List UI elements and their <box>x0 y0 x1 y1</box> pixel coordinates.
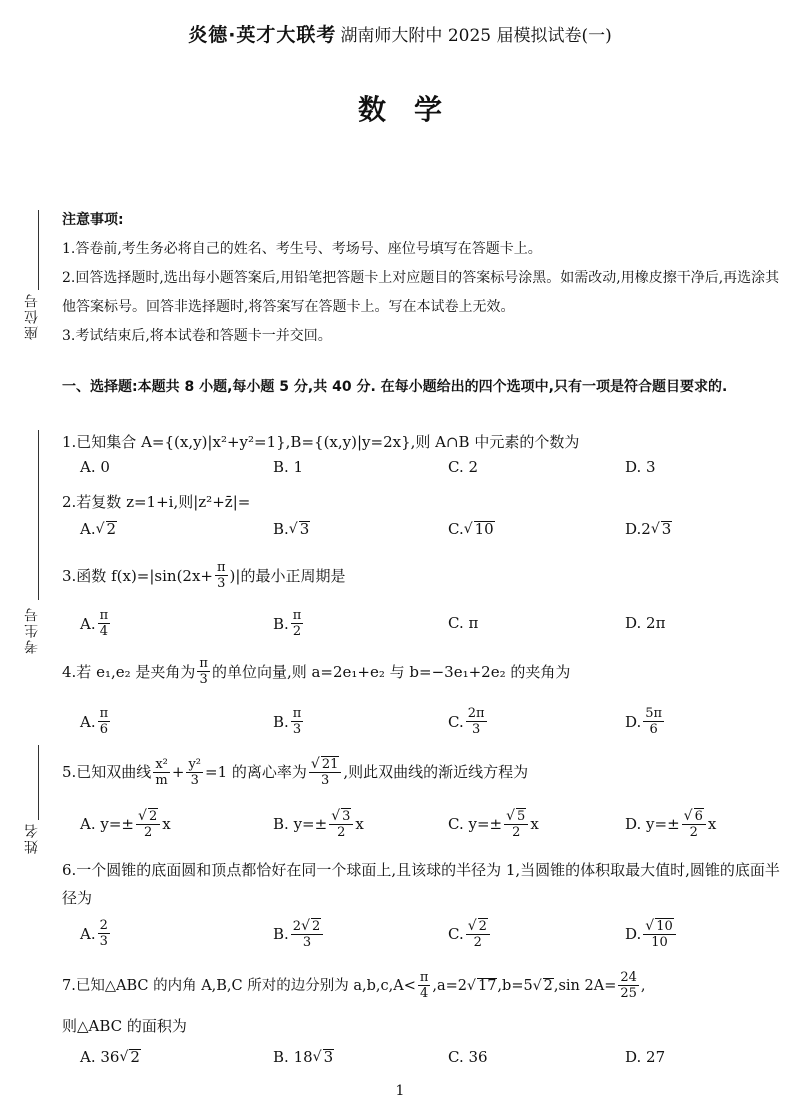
q4-b-den: 3 <box>292 722 302 737</box>
q3-label-a: A. <box>80 614 96 633</box>
question-4-stem <box>62 656 792 687</box>
q2-label-c: C. <box>448 520 464 538</box>
subject-title: 数学 <box>357 93 470 126</box>
q5-a-rad: 2 <box>148 809 158 824</box>
question-5-options <box>80 808 780 848</box>
q2-option-d: D. 2 √ 3 <box>625 520 672 538</box>
question-5-stem: 5.已知双曲线 $\frac{\text{x²}}{m}$ + $\frac{\text{y²}}{3}$ =1 的离心率为 $\frac{√ 21}{3}$ ,则此双曲线的渐近线方程为 <box>62 756 529 788</box>
q3-stem-fraction <box>215 560 228 591</box>
q5-stem-a: 5.已知双曲线 <box>62 763 152 781</box>
question-2-stem <box>62 490 792 514</box>
q7-a-rad: 2 <box>130 1048 140 1066</box>
q4-label-b: B. <box>273 712 289 731</box>
q6-option-c: C. $\frac{√ 2}{2}$ <box>448 918 492 950</box>
q3-a-den: 4 <box>99 624 109 639</box>
name-line <box>38 745 39 820</box>
question-3-stem <box>62 560 792 591</box>
q3-option-c <box>448 614 478 632</box>
q7-r1: 17 <box>477 977 497 994</box>
q7-label-d: D. <box>625 1048 642 1066</box>
q7-label-c: C. <box>448 1048 464 1066</box>
q7-stem-a: 7.已知△ABC 的内角 A,B,C 所对的边分别为 a,b,c,A< <box>62 977 416 994</box>
q6-b-den: 3 <box>302 935 312 950</box>
q5-b-rad: 3 <box>342 809 351 824</box>
q5-d-post: x <box>707 815 717 833</box>
q5-c-post: x <box>530 815 539 833</box>
q6-a-den: 3 <box>99 934 108 949</box>
q7-b-coef: 18 <box>293 1048 313 1066</box>
q3-a-num: π <box>99 608 109 623</box>
q7-label-b: B. <box>273 1048 289 1066</box>
q7-f2-den: 25 <box>620 986 637 1001</box>
q4-label-a: A. <box>80 712 96 731</box>
q5-label-b: B. <box>273 815 289 833</box>
question-1-options <box>80 458 780 486</box>
q4-c-den: 3 <box>471 722 481 737</box>
q4-option-c <box>448 706 489 737</box>
q3-frac-den: 3 <box>217 576 226 591</box>
q6-label-d: D. <box>625 925 642 943</box>
q4-a-den: 6 <box>99 722 109 737</box>
q5-f2-den: 3 <box>190 772 199 788</box>
q4-stem-a: 4.若 e₁,e₂ 是夹角为 <box>62 662 196 681</box>
question-7-options <box>80 1048 780 1076</box>
q5-f1-num: x² <box>155 756 168 772</box>
q4-stem-b: 的单位向量,则 a=2e₁+e₂ 与 b=−3e₁+2e₂ 的夹角为 <box>211 662 571 681</box>
q7-b-rad: 3 <box>323 1048 334 1066</box>
q5-a-post: x <box>162 815 171 833</box>
q7-option-c <box>448 1048 488 1066</box>
exam-no-line <box>38 430 39 600</box>
q3-option-a <box>80 608 112 639</box>
notice-item-2: 2.回答选择题时,选出每小题答案后,用铅笔把答题卡上对应题目的答案标号涂黑。如需改动,用橡皮擦干净后,再选涂其他答案标号。回答非选择题时,将答案写在答题卡上。写在本试卷上无效。 <box>62 270 780 315</box>
q3-b-den: 2 <box>292 624 302 639</box>
q2-radicand-d: 3 <box>661 520 672 538</box>
q7-stem-d: ,sin 2A= <box>553 977 617 994</box>
q2-label-b: B. <box>273 520 289 538</box>
notice-block <box>62 206 787 351</box>
q6-option-d: D. $\frac{√ 10}{10}$ <box>625 918 678 950</box>
q7-f1-den: 4 <box>419 986 429 1001</box>
question-3-options <box>80 608 780 644</box>
q6-d-rad: 10 <box>656 919 673 934</box>
q6-c-rad: 2 <box>478 919 487 934</box>
q6-label-a: A. <box>80 924 96 943</box>
q4-label-c: C. <box>448 712 464 731</box>
q3-frac-num: π <box>217 560 226 575</box>
notice-item-1: 1.答卷前,考生务必将自己的姓名、考生号、考场号、座位号填写在答题卡上。 <box>62 241 542 257</box>
q2-option-b: B. √ 3 <box>273 520 310 538</box>
q3-option-d <box>625 614 665 632</box>
q5-b-den: 2 <box>337 825 346 840</box>
q5-label-c: C. <box>448 815 464 833</box>
q5-b-post: x <box>355 815 364 833</box>
question-7-stem: 7.已知△ABC 的内角 A,B,C 所对的边分别为 a,b,c,A< $\frac{\pi}{4}$ ,a=2 √ 17 ,b=5 √ 2 ,sin 2A= $\frac{24}{25}$ , <box>62 970 646 1001</box>
q5-option-b: B. y=± $\frac{√ 3}{2}$ x <box>273 808 364 840</box>
header-school: 湖南师大附中 2025 届模拟试卷(一) <box>340 26 612 46</box>
q1-option-d: D. 3 <box>625 458 656 476</box>
q5-a-pre: y=± <box>100 815 135 833</box>
q2-stem-a: 2.若复数 z=1+i,则|z²+ <box>62 493 225 511</box>
q4-d-den: 6 <box>649 722 658 737</box>
q5-f1-den: m <box>155 772 168 788</box>
header-brand: 炎德·英才大联考 <box>188 24 337 46</box>
q5-label-d: D. <box>625 815 642 833</box>
q5-option-c: C. y=± $\frac{√ 5}{2}$ x <box>448 808 539 840</box>
q7-option-a: A. 36 √ 2 <box>80 1048 140 1066</box>
q6-a-num: 2 <box>99 918 108 933</box>
q1-option-a: A. 0 <box>80 458 110 476</box>
q2-stem-c: |= <box>232 493 251 511</box>
question-2-options <box>80 520 780 548</box>
q2-prefix-d: 2 <box>641 520 651 538</box>
exam-header <box>0 20 800 47</box>
q5-d-rad: 6 <box>694 809 703 824</box>
q7-r2: 2 <box>543 977 553 994</box>
q4-frac-num: π <box>199 656 208 671</box>
question-4-options <box>80 706 780 742</box>
section-heading: 一、选择题:本题共 8 小题,每小题 5 分,共 40 分. 在每小题给出的四个选项中,只有一项是符合题目要求的. <box>62 379 728 395</box>
q5-d-den: 2 <box>689 825 698 840</box>
q2-radicand-b: 3 <box>299 520 310 538</box>
q2-zbar: z̄ <box>224 493 233 511</box>
q3-b-num: π <box>292 608 302 623</box>
q6-option-b: B. $\frac{2√ 2}{3}$ <box>273 918 325 950</box>
q7-label-a: A. <box>80 1048 96 1066</box>
q2-option-c: C. √ 10 <box>448 520 494 538</box>
question-6-stem: 6.一个圆锥的底面圆和顶点都恰好在同一个球面上,且该球的半径为 1,当圆锥的体积取最大值时,圆锥的底面半径为 <box>62 861 780 907</box>
q4-option-b <box>273 706 305 737</box>
q7-d-value: 27 <box>646 1048 666 1066</box>
q4-label-d: D. <box>625 712 642 731</box>
notice-item-3: 3.考试结束后,将本试卷和答题卡一并交回。 <box>62 328 332 344</box>
q5-c-rad: 5 <box>517 809 526 824</box>
q2-radicand-c: 10 <box>474 520 494 538</box>
q6-b-coef: 2 <box>292 919 302 934</box>
q2-option-a: A. √ 2 <box>80 520 117 538</box>
q5-plus: + <box>171 763 185 781</box>
q6-d-den: 10 <box>651 935 668 950</box>
q3-label-d: D. <box>625 614 642 632</box>
q3-label-c: C. <box>448 614 464 632</box>
q3-label-b: B. <box>273 614 289 633</box>
q7-stem-b: ,a=2 <box>432 977 468 994</box>
q3-stem-a: 3.函数 f(x)=|sin(2x+ <box>62 566 213 585</box>
q7-option-d <box>625 1048 665 1066</box>
q5-f2-num: y² <box>188 756 201 772</box>
q5-d-pre: y=± <box>646 815 680 833</box>
q4-a-num: π <box>99 706 109 721</box>
page-number: 1 <box>395 1083 405 1099</box>
q5-a-den: 2 <box>143 825 153 840</box>
q5-b-pre: y=± <box>293 815 328 833</box>
side-label-name: 姓名 <box>24 822 40 854</box>
q5-c-pre: y=± <box>468 815 503 833</box>
q4-b-num: π <box>292 706 302 721</box>
q7-stem-e: , <box>640 977 646 994</box>
q7-c-value: 36 <box>468 1048 488 1066</box>
q1-option-b: B. 1 <box>273 458 304 476</box>
q2-label-d: D. <box>625 520 642 538</box>
q5-stem-b: =1 的离心率为 <box>205 763 307 781</box>
q7-option-b: B. 18 √ 3 <box>273 1048 334 1066</box>
q4-c-num: 2π <box>467 706 485 721</box>
q5-e-radicand: 21 <box>321 757 339 772</box>
q5-e-den: 3 <box>320 773 330 788</box>
q3-c-value: π <box>468 614 479 632</box>
q6-label-b: B. <box>273 925 289 943</box>
q4-frac-den: 3 <box>199 672 208 687</box>
q7-f1-num: π <box>419 970 429 985</box>
q6-label-c: C. <box>448 925 464 943</box>
question-7-line2: 则△ABC 的面积为 <box>62 1017 187 1035</box>
q4-d-num: 5π <box>645 706 663 721</box>
q5-option-d: D. y=± $\frac{√ 6}{2}$ x <box>625 808 717 840</box>
q3-d-value: 2π <box>646 614 666 632</box>
q6-option-a <box>80 918 112 949</box>
q5-option-a: A. y=± $\frac{√ 2}{2}$ x <box>80 808 171 840</box>
q7-f2-num: 24 <box>620 970 637 985</box>
question-6-options <box>80 918 780 958</box>
q5-stem-c: ,则此双曲线的渐近线方程为 <box>343 763 529 781</box>
q6-c-den: 2 <box>473 935 482 950</box>
q1-option-c: C. 2 <box>448 458 479 476</box>
q4-option-a <box>80 706 112 737</box>
q6-b-rad: 2 <box>312 919 321 934</box>
q7-a-coef: 36 <box>100 1048 120 1066</box>
notice-title: 注意事项: <box>62 212 124 228</box>
q7-stem-c: ,b=5 <box>497 977 533 994</box>
q5-label-a: A. <box>80 815 96 833</box>
q2-radicand-a: 2 <box>106 520 117 538</box>
side-label-exam-no: 考生号 <box>24 606 40 654</box>
q2-label-a: A. <box>80 520 96 538</box>
q3-option-b <box>273 608 305 639</box>
seat-line <box>38 210 39 290</box>
q4-option-d <box>625 706 666 737</box>
q3-stem-b: )|的最小正周期是 <box>229 566 346 585</box>
q5-c-den: 2 <box>512 825 521 840</box>
side-label-seat: 座位号 <box>24 292 40 340</box>
question-1-stem: 1.已知集合 A={(x,y)|x²+y²=1},B={(x,y)|y=2x},则 A∩B 中元素的个数为 <box>62 433 580 451</box>
